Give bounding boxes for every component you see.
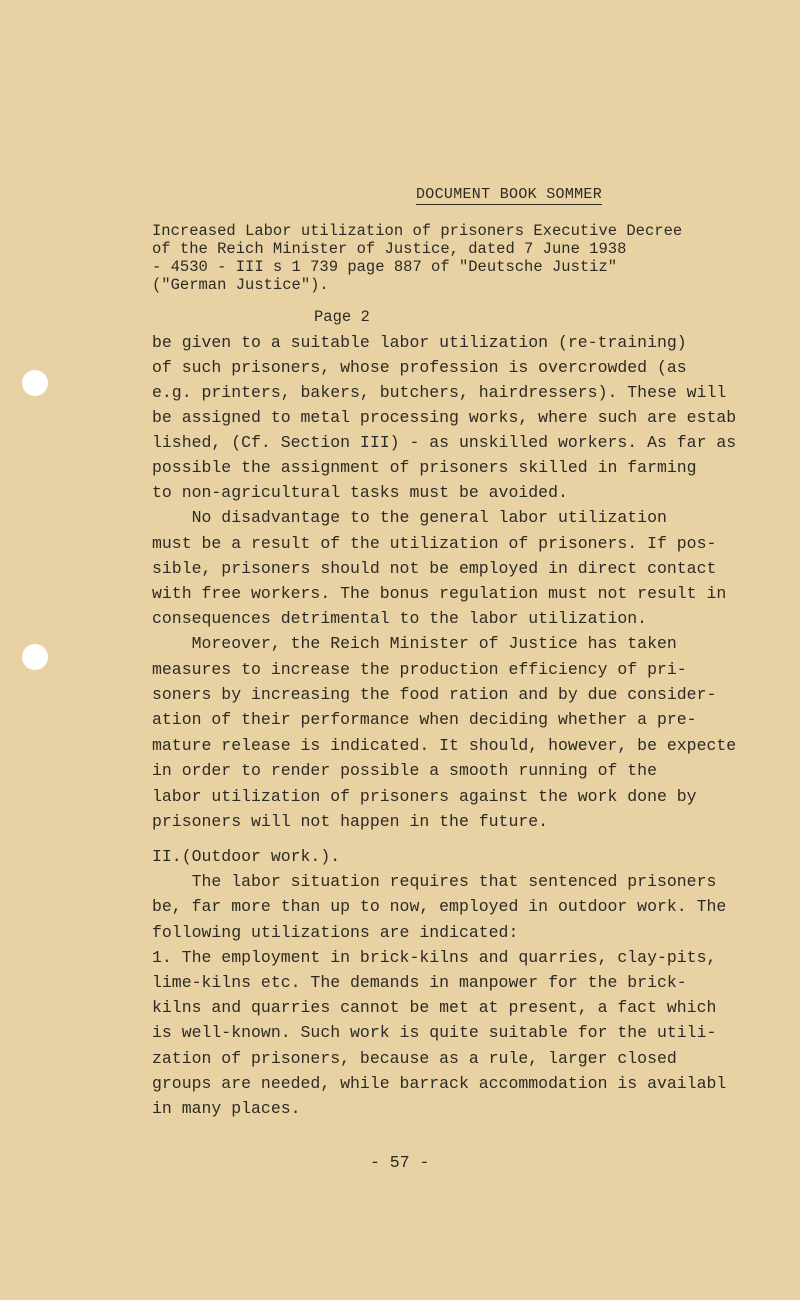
body-line: ation of their performance when deciding whether a pre-: [152, 710, 697, 729]
page-label: Page 2: [314, 308, 370, 326]
body-line: mature release is indicated. It should, however, be expecte: [152, 736, 737, 755]
body-line: kilns and quarries cannot be met at present, a fact which: [152, 998, 717, 1017]
body-line: soners by increasing the food ration and by due consider-: [152, 685, 717, 704]
body-line: No disadvantage to the general labor utilization: [152, 508, 667, 527]
body-line: be given to a suitable labor utilization (re-training): [152, 333, 687, 352]
body-line: be, far more than up to now, employed in outdoor work. The: [152, 897, 727, 916]
body-line: prisoners will not happen in the future.: [152, 812, 549, 831]
body-line: following utilizations are indicated:: [152, 923, 519, 942]
body-line: lished, (Cf. Section III) - as unskilled workers. As far as: [152, 433, 737, 452]
body-line: be assigned to metal processing works, where such are estab: [152, 408, 737, 427]
body-line: consequences detrimental to the labor utilization.: [152, 609, 648, 628]
body-line: of such prisoners, whose profession is overcrowded (as: [152, 358, 687, 377]
punch-hole-upper: [22, 370, 48, 396]
body-line: e.g. printers, bakers, butchers, hairdressers). These will: [152, 383, 727, 402]
body-line: sible, prisoners should not be employed in direct contact: [152, 559, 717, 578]
body-line: to non-agricultural tasks must be avoided.: [152, 483, 568, 502]
document-header: DOCUMENT BOOK SOMMER: [416, 186, 603, 203]
title-line: Increased Labor utilization of prisoners Executive Decree: [152, 222, 683, 240]
body-line: labor utilization of prisoners against the work done by: [152, 787, 697, 806]
body-line: in many places.: [152, 1099, 301, 1118]
body-line: The labor situation requires that sentenced prisoners: [152, 872, 717, 891]
title-line: ("German Justice").: [152, 276, 329, 294]
body-line: lime-kilns etc. The demands in manpower for the brick-: [152, 973, 687, 992]
body-line: 1. The employment in brick-kilns and quarries, clay-pits,: [152, 948, 717, 967]
title-line: of the Reich Minister of Justice, dated 7 June 1938: [152, 240, 627, 258]
page-number: - 57 -: [370, 1153, 430, 1172]
body-line: zation of prisoners, because as a rule, larger closed: [152, 1049, 677, 1068]
body-line: must be a result of the utilization of prisoners. If pos-: [152, 534, 717, 553]
body-line: with free workers. The bonus regulation must not result in: [152, 584, 727, 603]
body-line: measures to increase the production efficiency of pri-: [152, 660, 687, 679]
title-line: - 4530 - III s 1 739 page 887 of "Deutsche Justiz": [152, 258, 618, 276]
punch-hole-lower: [22, 644, 48, 670]
body-line: Moreover, the Reich Minister of Justice has taken: [152, 634, 677, 653]
body-line: is well-known. Such work is quite suitable for the utili-: [152, 1023, 717, 1042]
body-line: possible the assignment of prisoners skilled in farming: [152, 458, 697, 477]
section-heading: II.(Outdoor work.).: [152, 847, 341, 866]
body-line: in order to render possible a smooth running of the: [152, 761, 657, 780]
body-line: groups are needed, while barrack accommodation is availabl: [152, 1074, 727, 1093]
